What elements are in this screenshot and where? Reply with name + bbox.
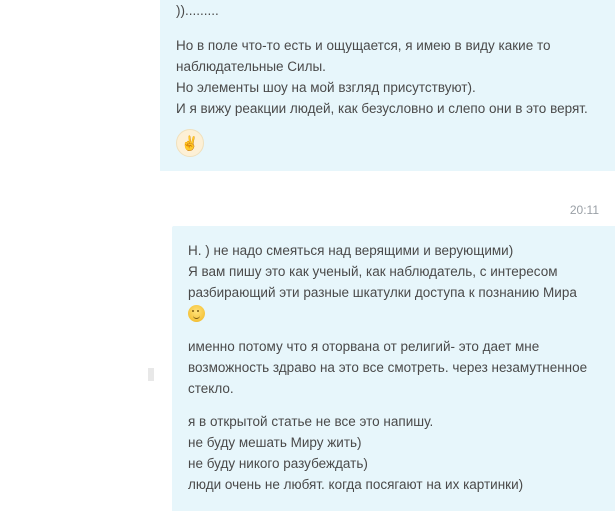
reaction-emoji: ✌ <box>181 135 199 151</box>
message-paragraph: люди очень не любят. когда посягают на их картинки) <box>188 477 524 492</box>
paragraph-spacer <box>188 324 599 336</box>
message-paragraph: И я вижу реакции людей, как безусловно и слепо они в это верят. <box>176 101 588 116</box>
message-paragraph: Я вам пишу это как ученый, как наблюдатель, с интересом разбирающий эти разные шкатулки доступа к познанию Мира <box>188 264 577 300</box>
message-paragraph: не буду никого разубеждать) <box>188 456 368 471</box>
smiling-face-icon <box>188 305 205 322</box>
text-cursor-artifact <box>148 368 154 381</box>
message-timestamp: 20:11 <box>569 203 599 217</box>
message-paragraph: Но в поле что-то есть и ощущается, я имею в виду какие то наблюдательные Силы. <box>176 38 551 74</box>
message-paragraph: Но элементы шоу на мой взгляд присутствуют). <box>176 80 476 95</box>
message-bubble-incoming[interactable] <box>172 226 615 511</box>
reaction-badge[interactable] <box>176 129 204 157</box>
paragraph-spacer <box>188 399 599 411</box>
message-paragraph: не буду мешать Миру жить) <box>188 435 362 450</box>
message-paragraph: именно потому что я оторвана от религий- это дает мне возможность здраво на это все смотреть. через незамутненное стекло. <box>188 339 588 396</box>
message-bubble-incoming-partial[interactable] <box>160 0 615 171</box>
message-line: ))......... <box>176 3 219 18</box>
message-paragraph: я в открытой статье не все это напишу. <box>188 414 434 429</box>
message-paragraph: Н. ) не надо смеяться над верящими и верующими) <box>188 243 514 258</box>
